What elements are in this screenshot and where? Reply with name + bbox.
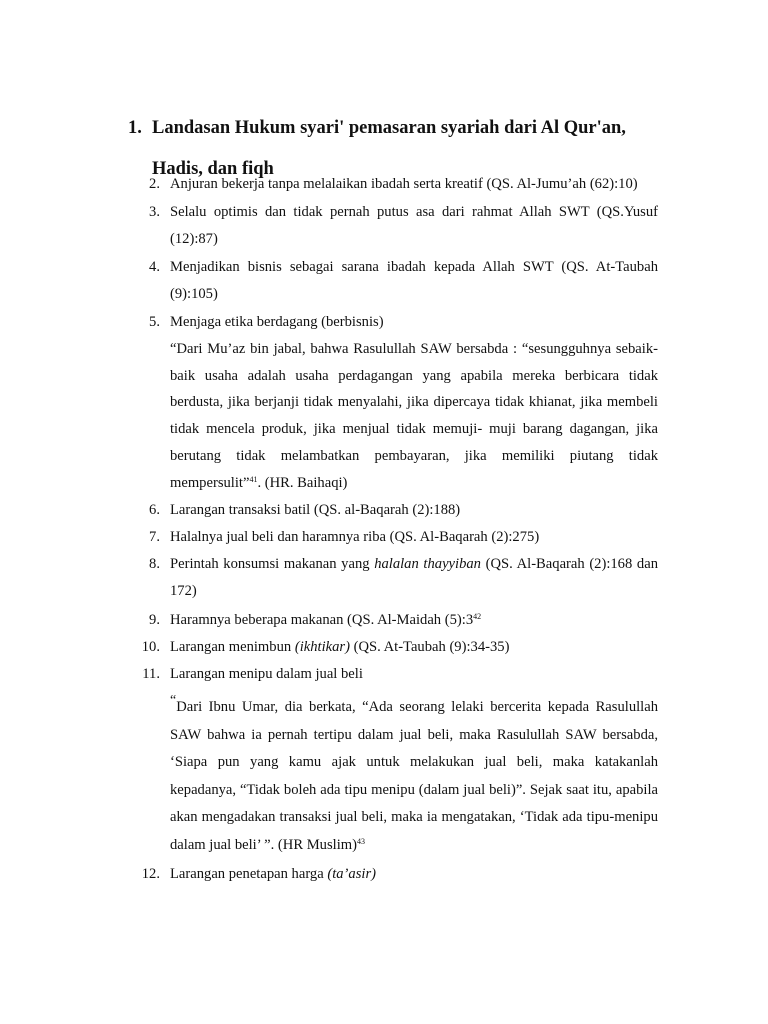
hadith-quote <box>170 694 658 859</box>
item-text: Menjaga etika berdagang (berbisnis) <box>170 314 384 330</box>
quote-text: “Dari Mu’az bin jabal, bahwa Rasulullah SAW bersabda : “sesungguhnya sebaik-baik usaha adalah usaha perdagangan yang apabila mereka berbicara tidak berdusta, jika berjanji tidak menyalahi, jika dipercaya tidak khianat, jika membeli tidak mencela produk, jika menjual tidak memuji- muji barang dagangan, jika berutang tidak melambatkan pembayaran, jika memiliki piutang tidak mempersulit” <box>170 341 658 491</box>
item-text: Anjuran bekerja tanpa melalaikan ibadah serta kreatif (QS. Al-Jumu’ah (62):10) <box>170 176 638 192</box>
item-text-post: (QS. At-Taubah (9):34-35) <box>349 639 510 656</box>
quote-open-mark: “ <box>170 693 177 709</box>
footnote-ref: 41 <box>249 474 258 484</box>
item-text-main: Haramnya beberapa makanan (QS. Al-Maidah (5):3 <box>170 612 474 629</box>
list-item <box>128 634 658 661</box>
list-item <box>128 309 658 496</box>
list-item <box>128 497 658 524</box>
heading-line-1 <box>128 108 688 149</box>
list-item <box>128 551 658 605</box>
hadith-quote <box>170 336 658 496</box>
item-text-pre: Perintah konsumsi makanan yang <box>170 556 375 573</box>
quote-text: Dari Ibnu Umar, dia berkata, “Ada seorang lelaki bercerita kepada Rasulullah SAW bahwa ia pernah tertipu dalam jual beli, maka Rasulullah SAW bersabda, ‘Siapa pun yang kamu ajak untuk melakukan jual beli, maka katakanlah kepadanya, “Tidak boleh ada tipu menipu (dalam jual beli)”. Sejak saat itu, apabila akan mengadakan transaksi jual beli, maka ia mengatakan, ‘Tidak ada tipu-menipu dalam jual beli’ ”. (HR Muslim) <box>170 699 658 853</box>
item-number: 4. <box>149 259 160 275</box>
heading-text-1: Landasan Hukum syari' pemasaran syariah dari Al Qur'an, <box>152 118 626 138</box>
item-text: Halalnya jual beli dan haramnya riba (QS. Al-Baqarah (2):275) <box>170 529 540 546</box>
item-text: Selalu optimis dan tidak pernah putus asa dari rahmat Allah SWT (QS.Yusuf (12):87) <box>170 204 658 247</box>
item-text: Larangan menipu dalam jual beli <box>170 666 363 683</box>
numbered-list <box>128 171 658 888</box>
item-number: 10. <box>141 639 160 656</box>
item-number: 8. <box>149 556 160 573</box>
item-text <box>170 861 658 888</box>
item-text-italic: halalan thayyiban <box>374 556 481 573</box>
list-item <box>128 524 658 551</box>
list-item <box>128 254 658 308</box>
item-number: 2. <box>149 176 160 192</box>
list-item <box>128 661 658 859</box>
item-text <box>170 634 658 661</box>
item-text <box>170 607 658 634</box>
item-text-pre: Larangan penetapan harga <box>170 866 328 883</box>
item-text-post: (QS. Al-Baqarah (2):168 dan 172) <box>170 556 658 600</box>
item-text: Menjadikan bisnis sebagai sarana ibadah kepada Allah SWT (QS. At-Taubah (9):105) <box>170 259 658 302</box>
heading-line-2: Hadis, dan fiqh <box>152 159 274 179</box>
item-number: 3. <box>149 204 160 220</box>
list-item <box>128 199 658 253</box>
item-number: 7. <box>149 529 160 546</box>
item-text: Larangan transaksi batil (QS. al-Baqarah (2):188) <box>170 502 461 519</box>
item-number: 6. <box>149 502 160 519</box>
list-item <box>128 861 658 888</box>
list-item <box>128 171 658 198</box>
item-number: 12. <box>141 866 160 883</box>
item-number: 11. <box>142 666 160 683</box>
item-number: 9. <box>149 612 160 629</box>
footnote-ref: 43 <box>356 836 365 846</box>
item-text <box>170 551 658 605</box>
item-number: 5. <box>149 314 160 330</box>
item-text-italic: (ta’asir) <box>327 866 376 883</box>
heading-number: 1. <box>128 118 142 138</box>
item-text-italic: (ikhtikar) <box>294 639 350 656</box>
footnote-ref: 42 <box>473 612 482 622</box>
item-text-pre: Larangan menimbun <box>170 639 295 656</box>
quote-source: . (HR. Baihaqi) <box>257 474 348 491</box>
list-item <box>128 607 658 634</box>
